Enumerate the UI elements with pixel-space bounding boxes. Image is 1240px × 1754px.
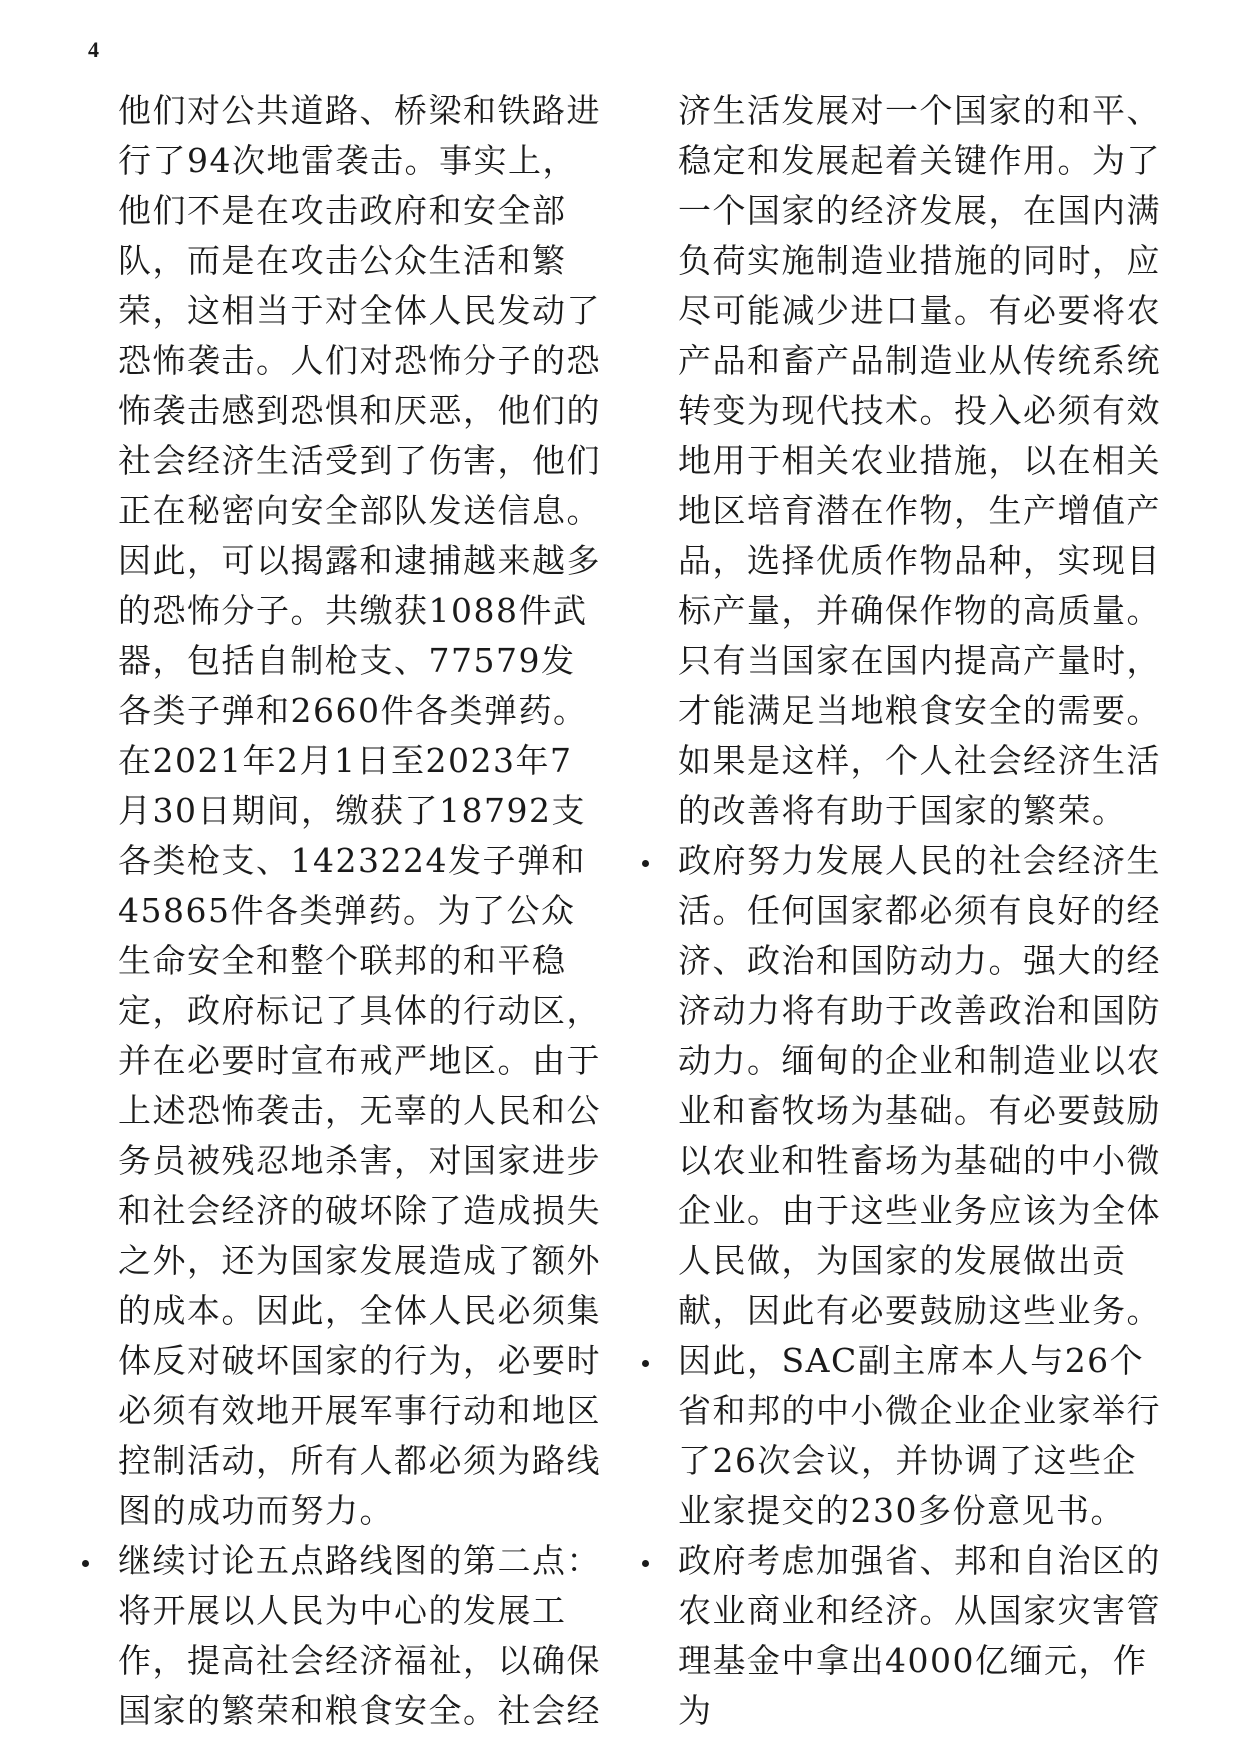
right-continued-paragraph: 济生活发展对一个国家的和平、稳定和发展起着关键作用。为了一个国家的经济发展，在国内满负荷实施制造业措施的同时，应尽可能减少进口量。有必要将农产品和畜产品制造业从传统系统转变为现代技术。投入必须有效地用于相关农业措施，以在相关地区培育潜在作物，生产增值产品，选择优质作物品种，实现目标产量，并确保作物的高质量。只有当国家在国内提高产量时，才能满足当地粮食安全的需要。如果是这样，个人社会经济生活的改善将有助于国家的繁荣。 xyxy=(678,91,1161,830)
page-number: 4 xyxy=(88,37,99,62)
right-column xyxy=(678,86,1162,1736)
right-bullet-item-3: 政府考虑加强省、邦和自治区的农业商业和经济。从国家灾害管理基金中拿出4000亿缅元，作为 xyxy=(678,1536,1162,1736)
left-continued-paragraph: 他们对公共道路、桥梁和铁路进行了94次地雷袭击。事实上，他们不是在攻击政府和安全部队，而是在攻击公众生活和繁荣，这相当于对全体人民发动了恐怖袭击。人们对恐怖分子的恐怖袭击感到恐惧和厌恶，他们的社会经济生活受到了伤害，他们正在秘密向安全部队发送信息。因此，可以揭露和逮捕越来越多的恐怖分子。共缴获1088件武器，包括自制枪支、77579发各类子弹和2660件各类弹药。在2021年2月1日至2023年7月30日期间，缴获了18792支各类枪支、1423224发子弹和45865件各类弹药。为了公众生命安全和整个联邦的和平稳定，政府标记了具体的行动区，并在必要时宣布戒严地区。由于上述恐怖袭击，无辜的人民和公务员被残忍地杀害，对国家进步和社会经济的破坏除了造成损失之外，还为国家发展造成了额外的成本。因此，全体人民必须集体反对破坏国家的行为，必要时必须有效地开展军事行动和地区控制活动，所有人都必须为路线图的成功而努力。 xyxy=(118,91,601,1530)
right-bullet-item-2: 因此，SAC副主席本人与26个省和邦的中小微企业企业家举行了26次会议，并协调了这些企业家提交的230多份意见书。 xyxy=(678,1336,1162,1536)
right-bullet-item-1: 政府努力发展人民的社会经济生活。任何国家都必须有良好的经济、政治和国防动力。强大的经济动力将有助于改善政治和国防动力。缅甸的企业和制造业以农业和畜牧场为基础。有必要鼓励以农业和牲畜场为基础的中小微企业。由于这些业务应该为全体人民做，为国家的发展做出贡献，因此有必要鼓励这些业务。 xyxy=(678,836,1162,1336)
left-bullet-item-1: 继续讨论五点路线图的第二点：将开展以人民为中心的发展工作，提高社会经济福祉，以确保国家的繁荣和粮食安全。社会经 xyxy=(118,1536,602,1736)
left-column xyxy=(118,86,602,1736)
